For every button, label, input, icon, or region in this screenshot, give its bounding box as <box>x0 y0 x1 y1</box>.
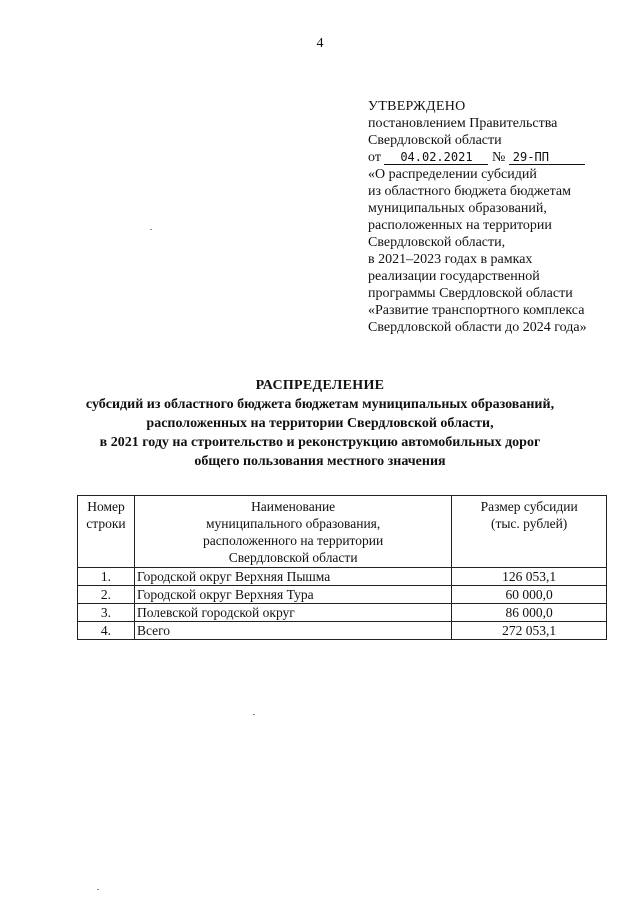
header-amount <box>452 496 607 568</box>
table-row-total <box>78 622 607 640</box>
row-number-cell: 1. <box>78 568 135 586</box>
scan-speck <box>150 229 152 230</box>
table-header-row <box>78 496 607 568</box>
row-number-cell: 3. <box>78 604 135 622</box>
subsidy-table <box>77 495 607 640</box>
header-row-number <box>78 496 135 568</box>
decree-subject-line: расположенных на территории <box>368 218 552 233</box>
document-subtitle-line: субсидий из областного бюджета бюджетам муниципальных образований, <box>85 397 555 412</box>
approval-block <box>368 98 618 336</box>
table-row <box>78 604 607 622</box>
decree-date-prefix: от <box>368 150 381 165</box>
decree-number-prefix: № <box>491 150 506 165</box>
decree-subject-line: Свердловской области, <box>368 235 506 250</box>
decree-number: 29-ПП <box>509 150 585 165</box>
header-line: Свердловской области <box>228 550 358 565</box>
amount-cell: 60 000,0 <box>452 586 607 604</box>
decree-date: 04.02.2021 <box>384 150 488 165</box>
document-title: РАСПРЕДЕЛЕНИЕ <box>255 378 385 393</box>
amount-cell: 126 053,1 <box>452 568 607 586</box>
header-line: (тыс. рублей) <box>490 516 568 531</box>
header-line: Номер <box>87 499 125 514</box>
decree-subject-line: программы Свердловской области <box>368 286 573 301</box>
table-row <box>78 568 607 586</box>
approval-title: УТВЕРЖДЕНО <box>368 99 466 114</box>
decree-subject-line: Свердловской области до 2024 года» <box>368 320 587 335</box>
approval-line: Свердловской области <box>368 133 502 148</box>
document-subtitle-line: расположенных на территории Свердловской области, <box>146 416 494 431</box>
municipality-cell: Всего <box>134 622 451 640</box>
decree-subject-line: в 2021–2023 годах в рамках <box>368 252 533 267</box>
municipality-cell: Полевской городской округ <box>134 604 451 622</box>
decree-subject-line: «Развитие транспортного комплекса <box>368 303 585 318</box>
municipality-cell: Городской округ Верхняя Пышма <box>134 568 451 586</box>
header-line: расположенного на территории <box>203 533 384 548</box>
approval-line: постановлением Правительства <box>368 116 558 131</box>
header-municipality <box>134 496 451 568</box>
decree-date-number-row <box>368 149 618 166</box>
scan-speck <box>253 714 255 715</box>
municipality-cell: Городской округ Верхняя Тура <box>134 586 451 604</box>
header-line: Размер субсидии <box>480 499 578 514</box>
document-subtitle-line: общего пользования местного значения <box>194 454 446 469</box>
row-number-cell: 2. <box>78 586 135 604</box>
page-number: 4 <box>316 36 324 51</box>
scan-speck <box>97 889 99 890</box>
decree-subject-line: «О распределении субсидий <box>368 167 537 182</box>
decree-subject-line: из областного бюджета бюджетам <box>368 184 571 199</box>
header-line: Наименование <box>251 499 336 514</box>
amount-cell: 272 053,1 <box>452 622 607 640</box>
header-line: строки <box>86 516 126 531</box>
header-line: муниципального образования, <box>205 516 381 531</box>
decree-subject-line: реализации государственной <box>368 269 540 284</box>
document-heading <box>0 376 640 471</box>
amount-cell: 86 000,0 <box>452 604 607 622</box>
decree-subject-line: муниципальных образований, <box>368 201 547 216</box>
document-subtitle-line: в 2021 году на строительство и реконструкцию автомобильных дорог <box>99 435 541 450</box>
row-number-cell: 4. <box>78 622 135 640</box>
table-row <box>78 586 607 604</box>
